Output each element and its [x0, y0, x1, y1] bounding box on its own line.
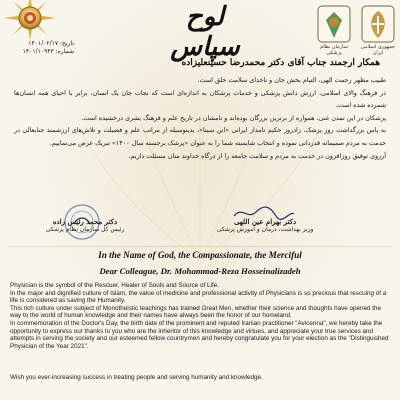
- english-invocation: In the Name of God, the Compassionate, the Merciful: [98, 250, 302, 260]
- signatory-role: وزیر بهداشت، درمان و آموزش پزشکی: [216, 226, 314, 233]
- logo-caption: جمهوری اسلامی ایران: [360, 44, 396, 56]
- english-salutation: Dear Colleague, Dr. Mohammad-Reza Hosseinalizadeh: [99, 266, 301, 276]
- signatory-role: رئیس کل سازمان نظام پزشکی: [45, 226, 125, 233]
- reference-number: شماره: ۱۴۰۱/۱۰۹۴۳: [22, 48, 74, 55]
- medical-council-logo-icon: [316, 4, 352, 48]
- english-body: [10, 282, 392, 350]
- ministry-health-logo-icon: [360, 4, 396, 48]
- signature-right: [205, 218, 325, 234]
- logo-caption: سازمان نظام پزشکی: [320, 44, 348, 56]
- english-paragraph: In commemoration of the Doctor's Day, the birth date of the prominent and reputed Iranian practitioner "Avicenna", we hereby take the opportunity to express our thanks to you who are the inheritor of this knowledge and virtues, and appreciate your true services and attempts in serving the society and our esteemed fellow countrymen and hereby congratulate you for your election as the "Distinguished Physician of the Year 2021".: [10, 319, 389, 350]
- persian-paragraph: پزشکان در این تمدن غنی، همواره از برترین بزرگان بوده‌اند و نامشان در تاریخ علم و فرهنگ بشری درخشیده است.: [81, 113, 386, 122]
- persian-paragraph: طبیب مظهر رحمت الهی، التیام بخش جان و ناخدای سلامت خلق است.: [197, 76, 386, 84]
- persian-paragraph: به پاس بزرگداشت روز پزشک، زادروز حکیم نامدار ایرانی «ابن سینا»، بدینوسیله از مراتب علم و فضیلت و تلاش‌های ارزشمند جنابعالی در خدمت به مردم صمیمانه قدردانی نموده و انتخاب شایسته شما را به عنوان «پزشک برجسته سال ۱۴۰۰» تبریک عرض می‌نماییم.: [14, 126, 386, 147]
- signatory-name: دکتر محمد رئیس زاده: [52, 217, 118, 226]
- english-paragraph: In the major and dignified culture of Islam, the value of medicine and professional activity of Physicians is so precious that rescuing of a life is considered as saving the Humanity.: [10, 289, 387, 305]
- reference-block: [4, 40, 74, 56]
- persian-paragraph: آرزوی توفیق روزافزون در خدمت به مردم و سلامت جامعه را از درگاه خداوند منان مسئلت داریم.: [128, 151, 386, 160]
- english-paragraph: Physician is the symbol of the Rescuer, Healer of Souls and Source of Life.: [10, 282, 219, 289]
- recipient-persian: همکار ارجمند جناب آقای دکتر محمدرضا حسینعلیزاده: [181, 58, 380, 68]
- divider: [8, 246, 392, 247]
- english-closing: Wish you ever-increasing success in treating people and serving humanity and knowledge.: [10, 374, 263, 381]
- signature-left: [30, 218, 140, 234]
- certificate-title: لوح سپاس: [170, 2, 240, 62]
- persian-body: [14, 74, 386, 162]
- signatory-name: دکتر بهرام عین اللهی: [233, 217, 297, 226]
- persian-paragraph: در فرهنگ والای اسلامی، ارزش دانش پزشکی و خدمات پزشکان به اندازه‌ای است که نجات جان یک انسان، برابر با احیای همه انسان‌ها شمرده شده است.: [14, 88, 386, 110]
- reference-date: تاریخ: ۱۴۰۱/۰۲/۱۷: [28, 40, 74, 47]
- english-paragraph: This rich culture under subject of Monotheistic teachings has trained Great Men, whether their science and thoughts have opened the way to the world of human knowledge and their names have always been the honor of our homeland.: [10, 304, 382, 320]
